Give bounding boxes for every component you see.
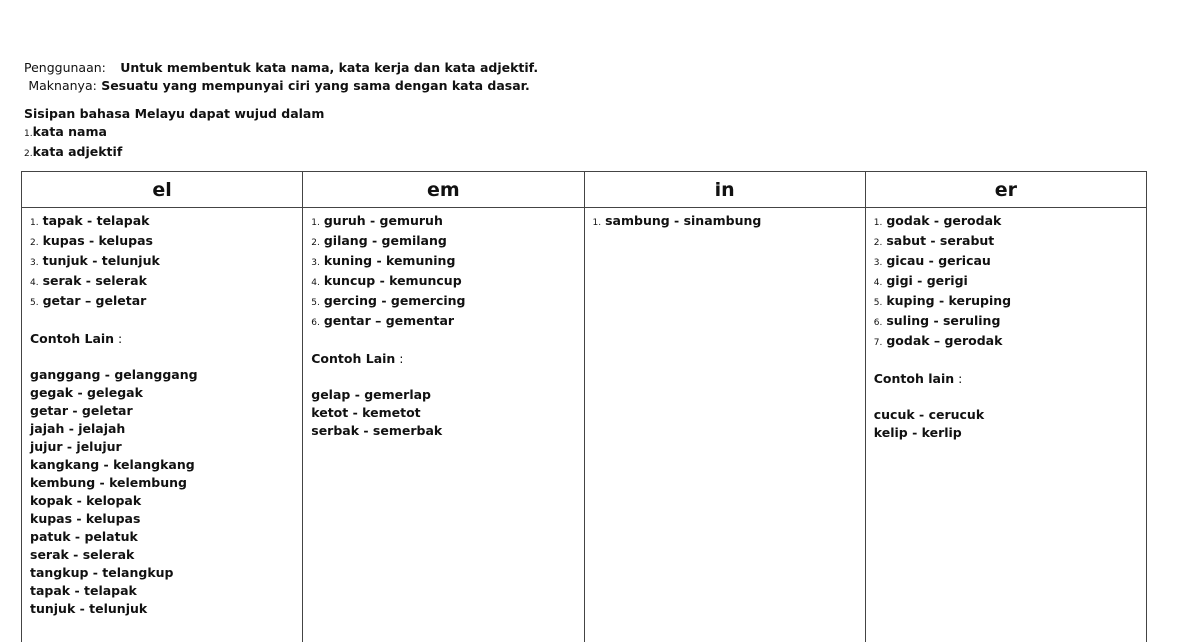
- intro-section: [24, 59, 538, 163]
- column-cell-em: [303, 208, 584, 642]
- list-item: [593, 212, 857, 232]
- list-item: [30, 212, 294, 232]
- item-number: 5.: [30, 298, 39, 308]
- list-item: [311, 232, 575, 252]
- item-number: 3.: [874, 258, 883, 268]
- list-item: [874, 292, 1138, 312]
- item-text: gilang - gemilang: [324, 233, 447, 248]
- item-text: kuning - kemuning: [324, 253, 456, 268]
- item-number: 5.: [311, 298, 320, 308]
- example-list: [874, 212, 1138, 352]
- example-list: [311, 212, 575, 332]
- list-item: [874, 332, 1138, 352]
- usage-line: [24, 59, 538, 77]
- list-item: [311, 292, 575, 312]
- other-examples-list: [311, 386, 575, 440]
- list-item: getar - geletar: [30, 402, 294, 420]
- list-item: ketot - kemetot: [311, 404, 575, 422]
- column-header-er: er: [865, 172, 1146, 208]
- list-item: tapak - telapak: [30, 582, 294, 600]
- item-text: gercing - gemercing: [324, 293, 466, 308]
- column-cell-el: [22, 208, 303, 642]
- meaning-text: Sesuatu yang mempunyai ciri yang sama dengan kata dasar.: [101, 78, 530, 93]
- list-item: [30, 292, 294, 312]
- item-number: 3.: [311, 258, 320, 268]
- usage-text: Untuk membentuk kata nama, kata kerja dan kata adjektif.: [120, 60, 538, 75]
- example-list: [30, 212, 294, 312]
- other-examples-label: Contoh lain :: [874, 370, 1138, 388]
- meaning-line: [24, 77, 538, 95]
- item-number: 2.: [30, 238, 39, 248]
- item-number: 5.: [874, 298, 883, 308]
- table-header-row: [22, 172, 1147, 208]
- list-item: jajah - jelajah: [30, 420, 294, 438]
- list-item: kupas - kelupas: [30, 510, 294, 528]
- item-text: serak - selerak: [43, 273, 147, 288]
- item-text: sambung - sinambung: [605, 213, 761, 228]
- item-number: 7.: [874, 338, 883, 348]
- meaning-label: Maknanya:: [28, 78, 96, 93]
- list-item: jujur - jelujur: [30, 438, 294, 456]
- item-text: godak – gerodak: [886, 333, 1002, 348]
- item-number: 1.: [874, 218, 883, 228]
- list-item: kelip - kerlip: [874, 424, 1138, 442]
- list-item: cucuk - cerucuk: [874, 406, 1138, 424]
- item-number: 3.: [30, 258, 39, 268]
- list-item: serbak - semerbak: [311, 422, 575, 440]
- table-body-row: [22, 208, 1147, 642]
- list-item: [30, 272, 294, 292]
- sisipan-text: Sisipan bahasa Melayu dapat wujud dalam: [24, 105, 538, 123]
- item-number: 4.: [30, 278, 39, 288]
- sisipan-table: [21, 171, 1147, 642]
- list-item: kopak - kelopak: [30, 492, 294, 510]
- item-text: gentar – gementar: [324, 313, 454, 328]
- item-number: 2.: [874, 238, 883, 248]
- item-number: 1.: [311, 218, 320, 228]
- list-item: gelap - gemerlap: [311, 386, 575, 404]
- column-header-el: el: [22, 172, 303, 208]
- item-text: kuping - keruping: [886, 293, 1011, 308]
- item-text: tunjuk - telunjuk: [43, 253, 160, 268]
- list-item: [874, 232, 1138, 252]
- other-examples-label: Contoh Lain :: [311, 350, 575, 368]
- example-list: [593, 212, 857, 232]
- list-item: [874, 312, 1138, 332]
- item-text: kuncup - kemuncup: [324, 273, 462, 288]
- item-text: gigi - gerigi: [886, 273, 967, 288]
- item-text: gicau - gericau: [886, 253, 991, 268]
- column-cell-in: [584, 208, 865, 642]
- other-examples-list: [874, 406, 1138, 442]
- list-item: [311, 252, 575, 272]
- list-item: patuk - pelatuk: [30, 528, 294, 546]
- list-item: gegak - gelegak: [30, 384, 294, 402]
- type-item: 1.kata nama: [24, 123, 538, 143]
- item-text: suling - seruling: [886, 313, 1000, 328]
- item-number: 6.: [874, 318, 883, 328]
- column-header-in: in: [584, 172, 865, 208]
- list-item: tunjuk - telunjuk: [30, 600, 294, 618]
- list-item: [30, 232, 294, 252]
- list-item: [311, 312, 575, 332]
- item-text: kupas - kelupas: [43, 233, 153, 248]
- item-number: 1.: [593, 218, 602, 228]
- item-text: godak - gerodak: [886, 213, 1001, 228]
- list-item: [311, 272, 575, 292]
- item-number: 1.: [30, 218, 39, 228]
- list-item: [311, 212, 575, 232]
- type-item: 2.kata adjektif: [24, 143, 538, 163]
- usage-label: Penggunaan:: [24, 60, 106, 75]
- list-item: [30, 252, 294, 272]
- column-cell-er: [865, 208, 1146, 642]
- column-header-em: em: [303, 172, 584, 208]
- list-item: tangkup - telangkup: [30, 564, 294, 582]
- other-examples-label: Contoh Lain :: [30, 330, 294, 348]
- item-number: 6.: [311, 318, 320, 328]
- list-item: serak - selerak: [30, 546, 294, 564]
- list-item: [874, 212, 1138, 232]
- list-item: [874, 272, 1138, 292]
- item-text: getar – geletar: [43, 293, 147, 308]
- item-number: 4.: [874, 278, 883, 288]
- list-item: [874, 252, 1138, 272]
- item-number: 2.: [311, 238, 320, 248]
- item-text: sabut - serabut: [886, 233, 994, 248]
- item-text: guruh - gemuruh: [324, 213, 443, 228]
- other-examples-list: [30, 366, 294, 618]
- item-number: 4.: [311, 278, 320, 288]
- item-text: tapak - telapak: [43, 213, 150, 228]
- list-item: kembung - kelembung: [30, 474, 294, 492]
- list-item: kangkang - kelangkang: [30, 456, 294, 474]
- list-item: ganggang - gelanggang: [30, 366, 294, 384]
